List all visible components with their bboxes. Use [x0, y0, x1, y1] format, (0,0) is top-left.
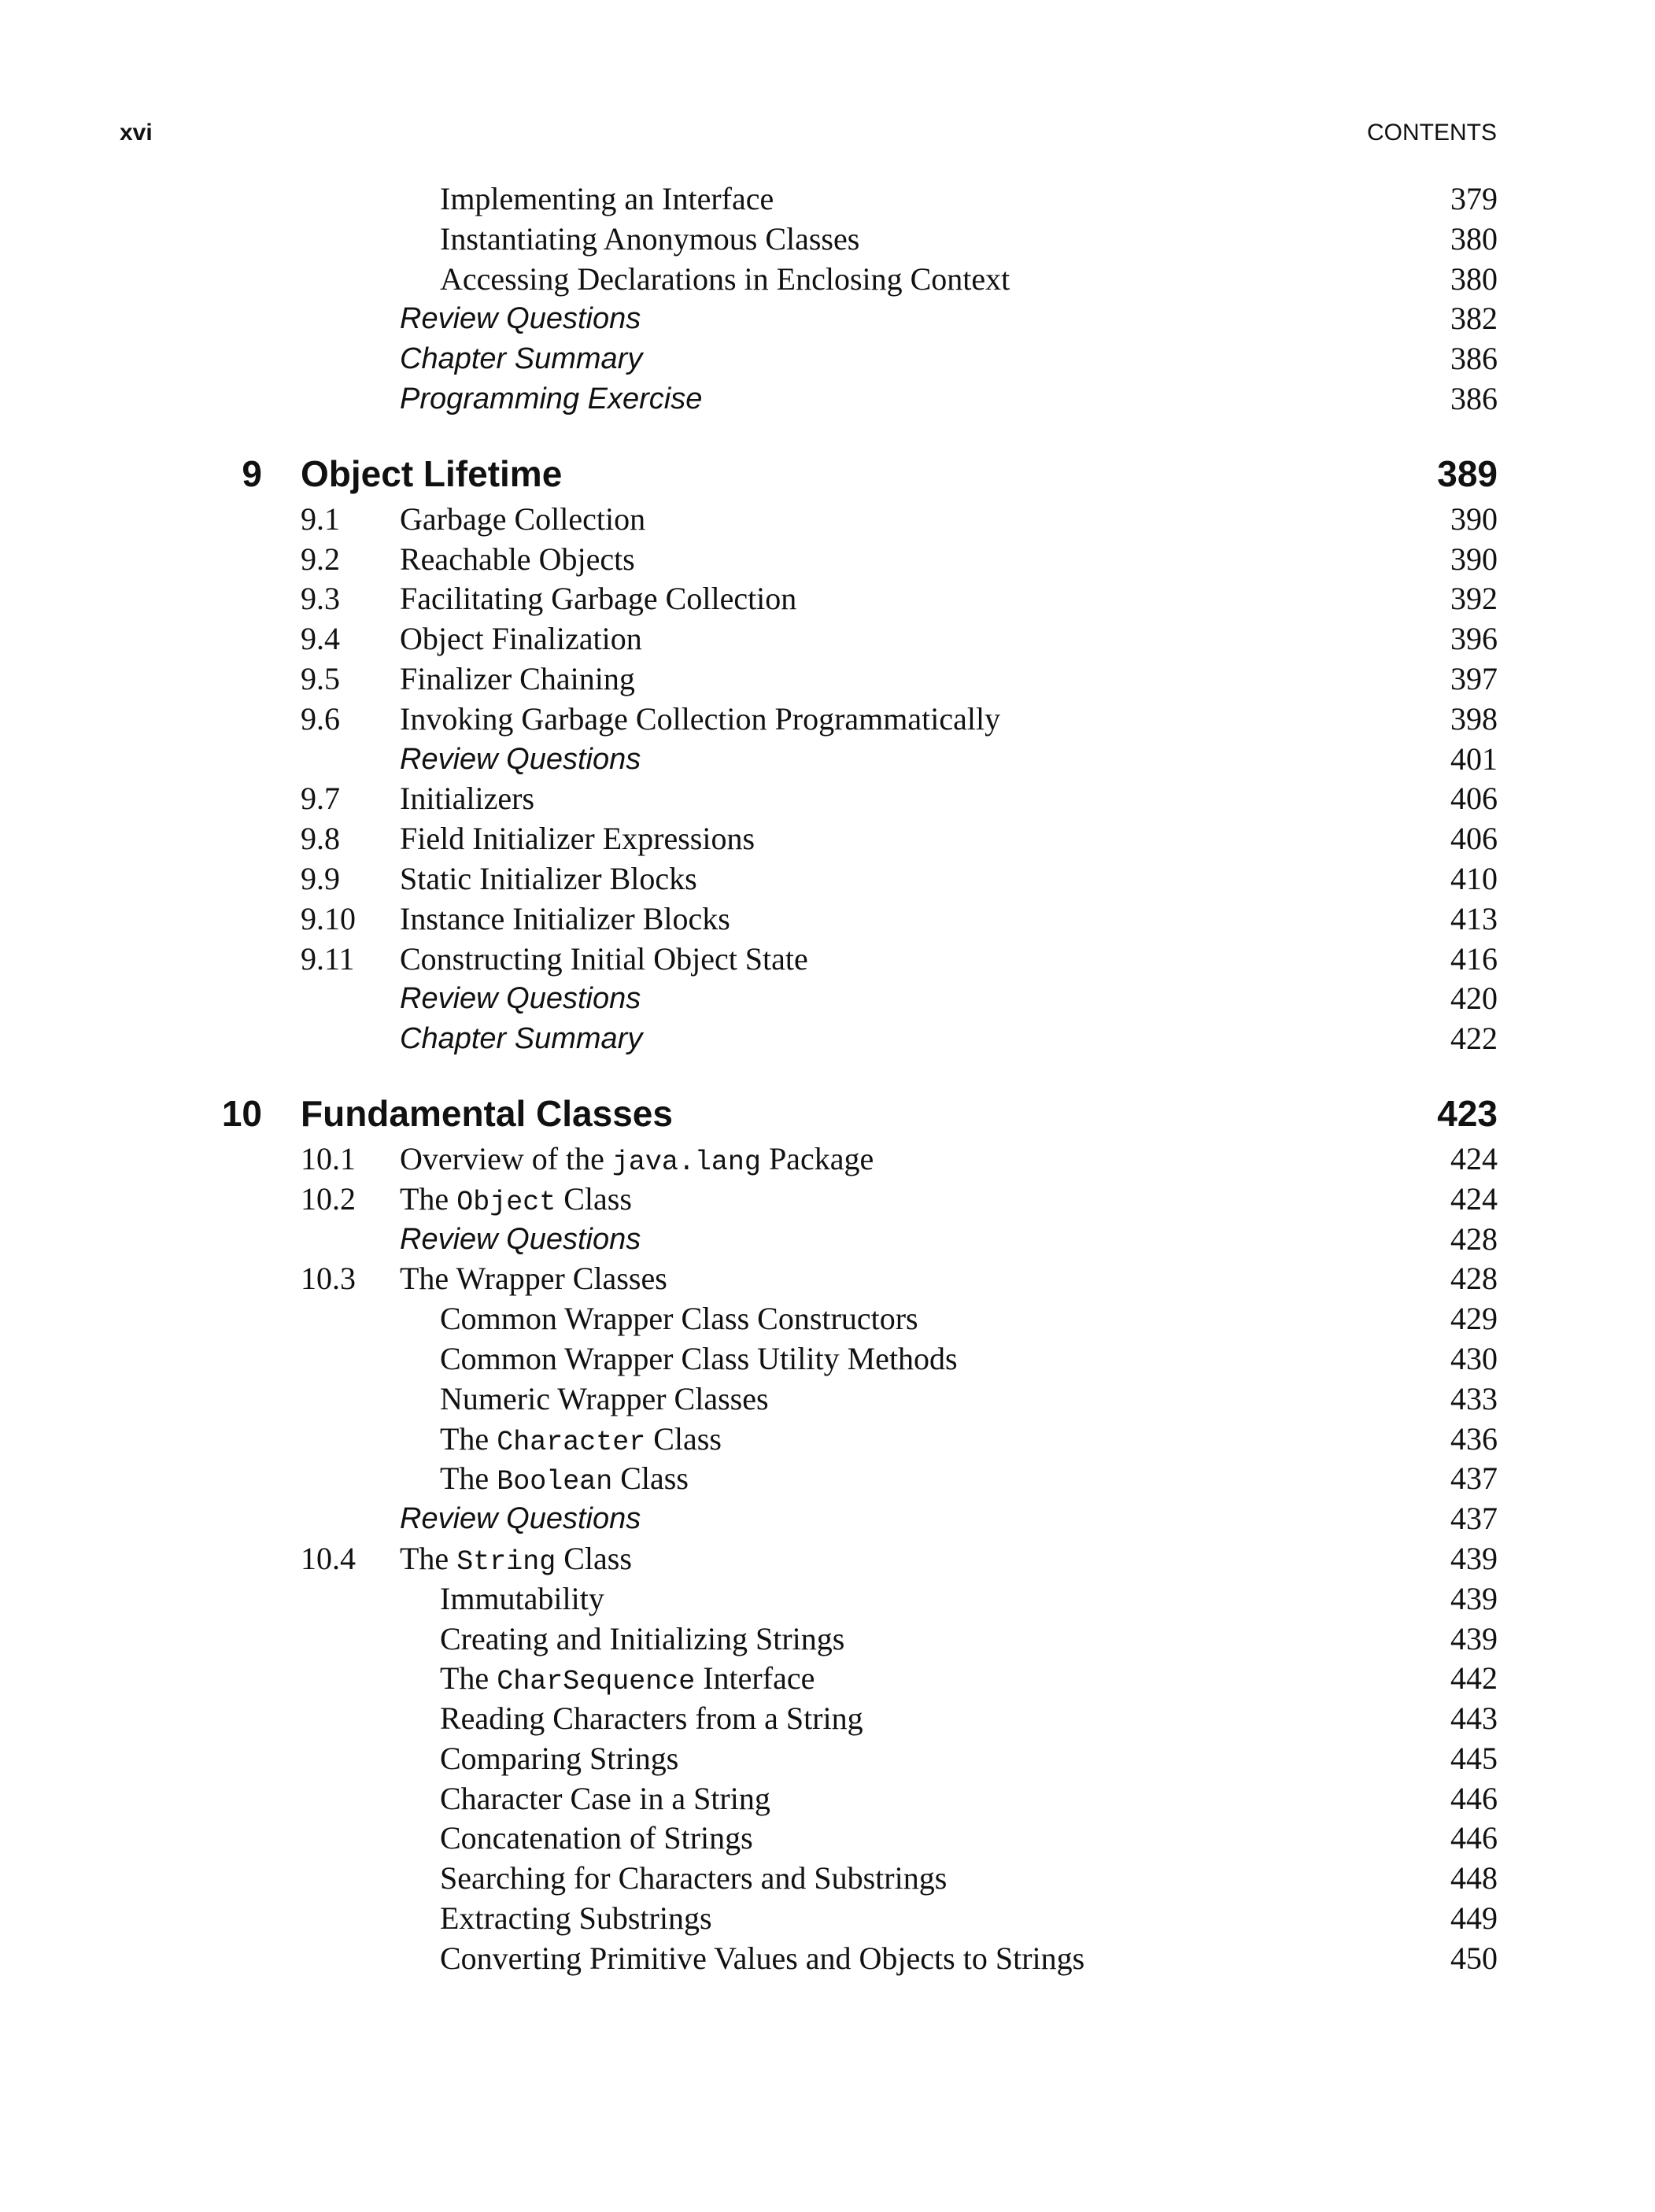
section-title: Static Initializer Blocks	[400, 860, 697, 896]
subsection-page: 448	[1450, 1860, 1498, 1896]
toc-subsection[interactable]	[0, 1939, 1655, 1979]
title-suffix: Interface	[695, 1660, 815, 1697]
section-page: 428	[1450, 1261, 1498, 1297]
toc-section[interactable]	[0, 779, 1655, 819]
title-prefix: The	[440, 1461, 497, 1497]
toc-section[interactable]	[0, 1180, 1655, 1220]
toc-subsection[interactable]	[0, 1899, 1655, 1939]
toc-entry-title: Chapter Summary	[400, 342, 643, 376]
section-number: 10.4	[301, 1540, 356, 1576]
section-number: 9.11	[301, 940, 355, 977]
subsection-page: 449	[1450, 1900, 1498, 1937]
section-number: 9.1	[301, 500, 340, 537]
section-number: 9.9	[301, 860, 340, 896]
section-page: 396	[1450, 621, 1498, 657]
chapter-heading[interactable]	[0, 1088, 1655, 1139]
section-page: 413	[1450, 900, 1498, 936]
title-prefix: The	[400, 1180, 457, 1217]
code-term: Character	[497, 1426, 646, 1458]
table-of-contents	[0, 179, 1655, 1979]
section-page: 397	[1450, 660, 1498, 696]
page-number-label: xvi	[120, 120, 153, 146]
toc-subsection[interactable]	[0, 1420, 1655, 1460]
code-term: CharSequence	[497, 1666, 696, 1698]
toc-section[interactable]	[0, 899, 1655, 940]
toc-entry-chapter-summary[interactable]	[0, 339, 1655, 379]
toc-section[interactable]	[0, 619, 1655, 659]
section-number: 9.6	[301, 700, 340, 737]
subsection-page: 439	[1450, 1580, 1498, 1616]
section-page: 439	[1450, 1540, 1498, 1576]
toc-entry-title: Review Questions	[400, 302, 641, 336]
section-page: 422	[1450, 1021, 1498, 1057]
chapter-number: 10	[221, 1092, 262, 1134]
toc-section[interactable]	[0, 500, 1655, 540]
section-page: 424	[1450, 1140, 1498, 1176]
title-suffix: Class	[645, 1420, 722, 1457]
chapter-number: 9	[242, 452, 262, 494]
section-number: 10.1	[301, 1140, 356, 1176]
section-page: 437	[1450, 1501, 1498, 1537]
toc-subsection[interactable]	[0, 1299, 1655, 1339]
section-title: Instance Initializer Blocks	[400, 900, 730, 936]
section-page: 416	[1450, 940, 1498, 977]
section-page: 392	[1450, 581, 1498, 617]
toc-entry-page: 379	[1450, 181, 1498, 216]
toc-subsection[interactable]	[0, 1619, 1655, 1660]
toc-subsection[interactable]	[0, 1459, 1655, 1499]
subsection-title: Immutability	[440, 1580, 604, 1616]
code-term: java.lang	[611, 1146, 761, 1178]
toc-entry-title: Programming Exercise	[400, 382, 703, 415]
section-number: 9.10	[301, 900, 356, 936]
toc-section[interactable]	[0, 1139, 1655, 1180]
running-title: CONTENTS	[1367, 120, 1497, 146]
toc-section[interactable]	[0, 579, 1655, 619]
subsection-page: 450	[1450, 1940, 1498, 1976]
section-number: 10.3	[301, 1261, 356, 1297]
subsection-title	[440, 1659, 815, 1702]
subsection-title: Reading Characters from a String	[440, 1701, 863, 1737]
section-page: 401	[1450, 740, 1498, 777]
section-page: 428	[1450, 1220, 1498, 1257]
subsection-title: Searching for Characters and Substrings	[440, 1860, 948, 1896]
section-page: 424	[1450, 1180, 1498, 1217]
toc-section[interactable]	[0, 1259, 1655, 1299]
subsection-page: 443	[1450, 1701, 1498, 1737]
subsection-page: 445	[1450, 1740, 1498, 1776]
section-page: 406	[1450, 781, 1498, 817]
subsection-page: 433	[1450, 1380, 1498, 1416]
toc-subsection[interactable]	[0, 1779, 1655, 1819]
toc-subsection[interactable]	[0, 1339, 1655, 1379]
subsection-page: 446	[1450, 1820, 1498, 1856]
subsection-page: 429	[1450, 1301, 1498, 1337]
toc-entry-programming-exercise[interactable]	[0, 379, 1655, 419]
toc-entry-page: 380	[1450, 260, 1498, 297]
section-number: 9.5	[301, 660, 340, 696]
section-title: Review Questions	[400, 982, 641, 1016]
section-number: 9.4	[301, 621, 340, 657]
section-page: 406	[1450, 821, 1498, 857]
toc-subsection[interactable]	[0, 1659, 1655, 1699]
toc-entry-review-questions[interactable]	[0, 1499, 1655, 1539]
toc-entry-review-questions[interactable]	[0, 299, 1655, 339]
toc-subsection[interactable]	[0, 1579, 1655, 1619]
toc-section[interactable]	[0, 540, 1655, 580]
section-title	[400, 1139, 874, 1183]
section-title: Facilitating Garbage Collection	[400, 581, 797, 617]
subsection-title	[440, 1420, 722, 1463]
code-term: Object	[456, 1186, 556, 1218]
section-title: Review Questions	[400, 742, 641, 776]
title-prefix: The	[440, 1660, 497, 1697]
toc-entry-title: Instantiating Anonymous Classes	[440, 220, 860, 257]
subsection-page: 446	[1450, 1780, 1498, 1816]
section-title: Finalizer Chaining	[400, 660, 635, 696]
subsection-title: Creating and Initializing Strings	[440, 1620, 845, 1656]
section-title: Review Questions	[400, 1222, 641, 1256]
toc-section[interactable]	[0, 819, 1655, 859]
toc-entry-chapter-summary[interactable]	[0, 1019, 1655, 1059]
section-title: The Wrapper Classes	[400, 1261, 667, 1297]
toc-entry-title: Accessing Declarations in Enclosing Context	[440, 260, 1010, 297]
section-title: Review Questions	[400, 1502, 641, 1536]
toc-entry-page: 386	[1450, 380, 1498, 416]
toc-section[interactable]	[0, 700, 1655, 740]
chapter-heading[interactable]	[0, 448, 1655, 500]
toc-subsection[interactable]	[0, 1379, 1655, 1420]
chapter-title: Fundamental Classes	[301, 1092, 673, 1134]
section-page: 390	[1450, 500, 1498, 537]
subsection-title: Numeric Wrapper Classes	[440, 1380, 769, 1416]
section-title: Garbage Collection	[400, 500, 646, 537]
toc-entry-page: 386	[1450, 341, 1498, 377]
section-number: 10.2	[301, 1180, 356, 1217]
section-title: Object Finalization	[400, 621, 642, 657]
section-title: Invoking Garbage Collection Programmatically	[400, 700, 1001, 737]
subsection-page: 439	[1450, 1620, 1498, 1656]
section-page: 420	[1450, 980, 1498, 1017]
running-head	[120, 120, 1497, 151]
toc-entry-review-questions[interactable]	[0, 1220, 1655, 1260]
chapter-page: 423	[1437, 1092, 1498, 1134]
section-number: 9.8	[301, 821, 340, 857]
toc-entry-page: 382	[1450, 301, 1498, 337]
title-suffix: Package	[760, 1140, 874, 1176]
subsection-page: 436	[1450, 1420, 1498, 1457]
subsection-title: Common Wrapper Class Constructors	[440, 1301, 918, 1337]
section-title: Reachable Objects	[400, 541, 635, 577]
subsection-title: Common Wrapper Class Utility Methods	[440, 1340, 958, 1376]
toc-entry-title: Implementing an Interface	[440, 181, 774, 216]
section-number: 9.7	[301, 781, 340, 817]
toc-section[interactable]	[0, 1539, 1655, 1579]
title-prefix: The	[400, 1540, 457, 1576]
subsection-title: Extracting Substrings	[440, 1900, 712, 1937]
section-title: Chapter Summary	[400, 1022, 643, 1056]
toc-entry-review-questions[interactable]	[0, 740, 1655, 780]
toc-section[interactable]	[0, 859, 1655, 899]
subsection-title: Character Case in a String	[440, 1780, 770, 1816]
toc-subsection[interactable]	[0, 1699, 1655, 1739]
toc-entry-review-questions[interactable]	[0, 979, 1655, 1019]
section-page: 410	[1450, 860, 1498, 896]
chapter-page: 389	[1437, 452, 1498, 494]
toc-section[interactable]	[0, 940, 1655, 980]
toc-subsection[interactable]	[0, 1859, 1655, 1899]
subsection-title: Concatenation of Strings	[440, 1820, 753, 1856]
toc-entry-page: 380	[1450, 220, 1498, 257]
subsection-page: 442	[1450, 1660, 1498, 1697]
section-page: 390	[1450, 541, 1498, 577]
subsection-page: 437	[1450, 1461, 1498, 1497]
title-suffix: Class	[556, 1540, 632, 1576]
title-prefix: The	[440, 1420, 497, 1457]
section-page: 398	[1450, 700, 1498, 737]
toc-subsection[interactable]	[0, 1819, 1655, 1859]
title-suffix: Class	[612, 1461, 689, 1497]
toc-entry[interactable]	[0, 260, 1655, 300]
section-number: 9.2	[301, 541, 340, 577]
title-suffix: Class	[556, 1180, 632, 1217]
code-term: String	[456, 1545, 556, 1578]
subsection-title: Comparing Strings	[440, 1740, 679, 1776]
toc-entry[interactable]	[0, 220, 1655, 260]
toc-subsection[interactable]	[0, 1739, 1655, 1779]
section-title: Initializers	[400, 781, 535, 817]
subsection-title: Converting Primitive Values and Objects to Strings	[440, 1940, 1085, 1976]
code-term: Boolean	[497, 1466, 613, 1498]
section-title: Field Initializer Expressions	[400, 821, 755, 857]
toc-entry[interactable]	[0, 179, 1655, 220]
subsection-page: 430	[1450, 1340, 1498, 1376]
chapter-title: Object Lifetime	[301, 452, 563, 494]
section-title: Constructing Initial Object State	[400, 940, 808, 977]
section-title	[400, 1180, 632, 1223]
section-number: 9.3	[301, 581, 340, 617]
title-prefix: Overview of the	[400, 1140, 612, 1176]
section-title	[400, 1539, 632, 1582]
subsection-title	[440, 1459, 689, 1502]
toc-section[interactable]	[0, 659, 1655, 700]
